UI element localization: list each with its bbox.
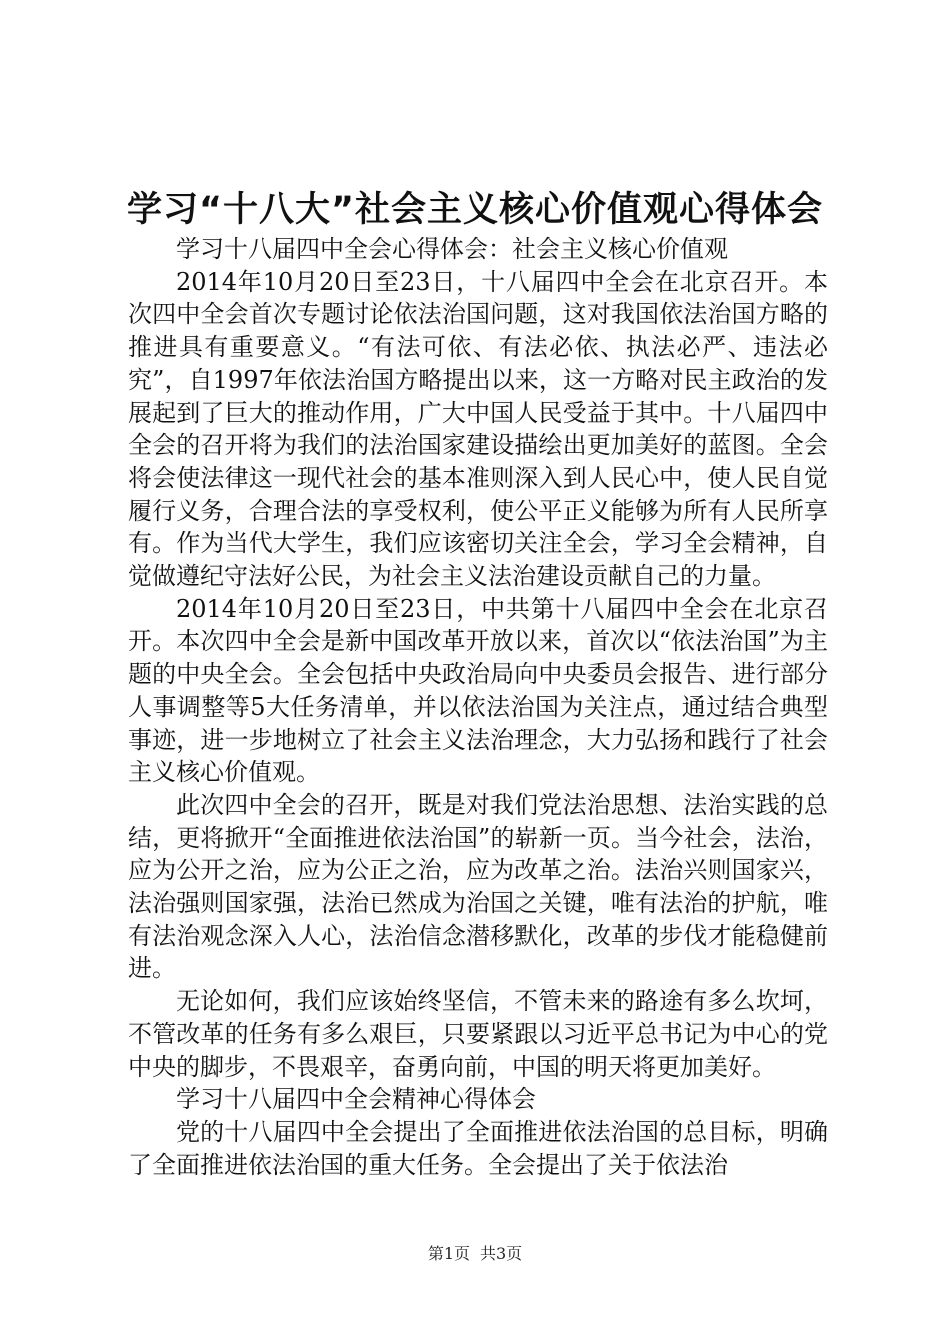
body-paragraph: 此次四中全会的召开，既是对我们党法治思想、法治实践的总结，更将掀开“全面推进依法治国”的崭新一页。当今社会，法治，应为公开之治，应为公正之治，应为改革之治。法治兴则国家兴，法治强则国家强，法治已然成为治国之关键，唯有法治的护航，唯有法治观念深入人心，法治信念潜移默化，改革的步伐才能稳健前进。 <box>128 790 828 983</box>
document-body <box>128 233 828 1181</box>
body-paragraph: 党的十八届四中全会提出了全面推进依法治国的总目标，明确了全面推进依法治国的重大任务。全会提出了关于依法治 <box>128 1117 828 1179</box>
page-footer <box>0 1243 950 1265</box>
body-paragraph: 2014年10月20日至23日，中共第十八届四中全会在北京召开。本次四中全会是新中国改革开放以来，首次以“依法治国”为主题的中央全会。全会包括中央政治局向中央委员会报告、进行部分人事调整等5大任务清单，并以依法治国为关注点，通过结合典型事迹，进一步地树立了社会主义法治理念，大力弘扬和践行了社会主义核心价值观。 <box>128 594 828 787</box>
page-number: 第1页 <box>427 1244 470 1263</box>
body-paragraph: 无论如何，我们应该始终坚信，不管未来的路途有多么坎坷，不管改革的任务有多么艰巨，只要紧跟以习近平总书记为中心的党中央的脚步，不畏艰辛，奋勇向前，中国的明天将更加美好。 <box>128 987 828 1081</box>
body-paragraph: 2014年10月20日至23日，十八届四中全会在北京召开。本次四中全会首次专题讨论依法治国问题，这对我国依法治国方略的推进具有重要意义。“有法可依、有法必依、执法必严、违法必究”，自1997年依法治国方略提出以来，这一方略对民主政治的发展起到了巨大的推动作用，广大中国人民受益于其中。十八届四中全会的召开将为我们的法治国家建设描绘出更加美好的蓝图。全会将会使法律这一现代社会的基本准则深入到人民心中，使人民自觉履行义务，合理合法的享受权利，使公平正义能够为所有人民所享有。作为当代大学生，我们应该密切关注全会，学习全会精神，自觉做遵纪守法好公民，为社会主义法治建设贡献自己的力量。 <box>128 267 828 591</box>
section-heading: 学习十八届四中全会精神心得体会 <box>176 1085 536 1114</box>
section-heading: 学习十八届四中全会心得体会：社会主义核心价值观 <box>176 235 728 263</box>
page-total: 共3页 <box>480 1244 523 1263</box>
document-title: 学习“十八大”社会主义核心价值观心得体会 <box>126 190 823 230</box>
